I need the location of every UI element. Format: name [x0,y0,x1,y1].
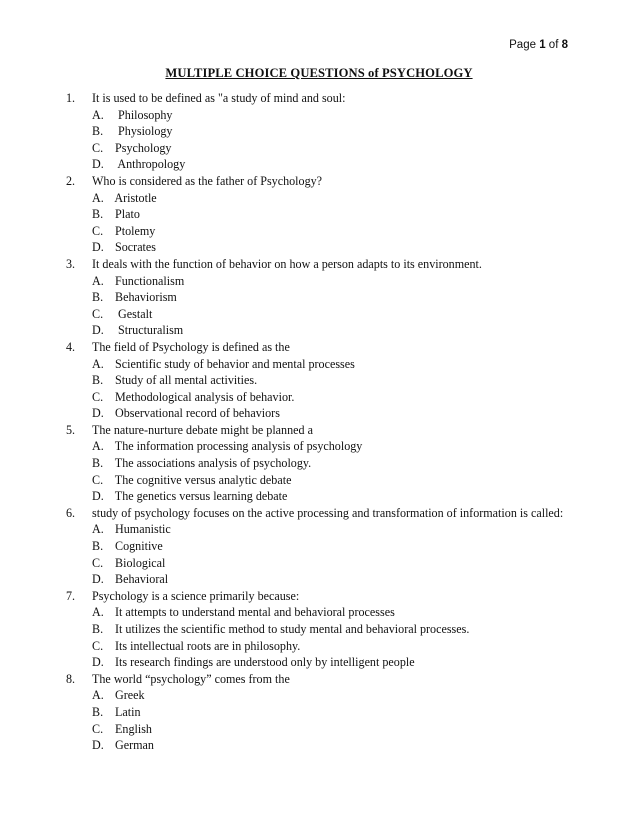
option-text: Behavioral [112,572,169,587]
question-text: It deals with the function of behavior on how a person adapts to its environment. [92,256,482,271]
answer-option [92,140,566,157]
option-letter: C. [92,223,104,238]
question-line [66,505,566,522]
answer-option [92,289,566,306]
answer-option [92,538,566,555]
question-item [66,339,566,422]
question-item [66,90,566,173]
answer-option [92,737,566,754]
question-item [66,256,566,339]
option-letter: D. [92,240,104,255]
question-line [66,671,566,688]
answer-option [92,156,566,173]
question-number: 5. [66,422,76,437]
option-text: Structuralism [112,323,184,338]
option-text: Humanistic [112,522,171,537]
option-letter: B. [92,622,104,636]
answer-option [92,721,566,738]
question-number: 6. [66,505,76,520]
question-item [66,671,566,754]
page-number-total: 8 [561,39,568,51]
answer-option [92,687,566,704]
answer-option [92,521,566,538]
page-number-prefix: Page [509,39,540,51]
question-line [66,339,566,356]
option-letter: A. [92,688,104,703]
option-text: Gestalt [112,306,153,321]
option-letter: C. [92,472,104,487]
answer-option [92,438,566,455]
option-text: Its research findings are understood only by intelligent people [112,655,415,670]
option-text: Physiology [112,124,173,139]
question-text: Who is considered as the father of Psychology? [92,173,323,188]
option-text: Greek [112,688,145,703]
option-text: Latin [112,704,141,719]
option-letter: D. [92,406,104,421]
page-number [509,38,568,52]
option-list [66,356,566,422]
answer-option [92,604,566,621]
answer-option [92,638,566,655]
option-list [66,604,566,670]
question-number: 7. [66,588,76,603]
question-text: study of psychology focuses on the active processing and transformation of information is called: [92,505,564,520]
option-letter: D. [92,655,104,670]
option-text: Philosophy [112,107,173,122]
answer-option [92,190,566,207]
answer-option [92,488,566,505]
answer-option [92,123,566,140]
option-text: Socrates [112,240,156,255]
option-letter: B. [92,207,104,222]
option-text: English [112,721,152,736]
option-text: It utilizes the scientific method to study mental and behavioral processes. [112,622,470,636]
answer-option [92,654,566,671]
question-line [66,173,566,190]
answer-option [92,455,566,472]
option-letter: B. [92,124,104,139]
option-letter: B. [92,704,104,719]
option-list [66,107,566,173]
option-text: The cognitive versus analytic debate [112,472,292,487]
answer-option [92,107,566,124]
answer-option [92,555,566,572]
answer-option [92,389,566,406]
option-list [66,521,566,587]
answer-option [92,621,566,638]
option-letter: A. [92,605,104,620]
option-letter: C. [92,389,104,404]
question-item [66,588,566,671]
option-list [66,687,566,753]
option-letter: B. [92,539,104,554]
answer-option [92,405,566,422]
answer-option [92,704,566,721]
question-item [66,173,566,256]
question-number: 3. [66,256,76,271]
option-text: It attempts to understand mental and behavioral processes [112,605,395,620]
question-list [66,90,566,754]
option-text: Scientific study of behavior and mental processes [112,356,355,371]
option-text: Cognitive [112,539,163,554]
question-line [66,256,566,273]
option-text: Behaviorism [112,290,177,305]
option-text: Aristotle [112,190,157,205]
answer-option [92,356,566,373]
option-letter: D. [92,323,104,338]
question-item [66,505,566,588]
option-text: The genetics versus learning debate [112,489,288,504]
option-letter: C. [92,638,104,653]
page-number-middle: of [545,39,562,51]
answer-option [92,372,566,389]
option-letter: D. [92,489,104,504]
option-letter: B. [92,290,104,305]
question-text: The field of Psychology is defined as the [92,339,290,354]
answer-option [92,472,566,489]
question-line [66,422,566,439]
option-text: Study of all mental activities. [112,373,258,388]
option-letter: A. [92,273,104,288]
question-text: The world “psychology” comes from the [92,671,290,686]
option-letter: C. [92,140,104,155]
option-text: The information processing analysis of psychology [112,439,363,454]
question-number: 2. [66,173,76,188]
answer-option [92,273,566,290]
question-item [66,422,566,505]
option-text: Observational record of behaviors [112,406,280,421]
document-title: MULTIPLE CHOICE QUESTIONS of PSYCHOLOGY [165,66,473,80]
answer-option [92,322,566,339]
answer-option [92,223,566,240]
question-text: The nature-nurture debate might be planned a [92,422,313,437]
option-letter: D. [92,572,104,587]
question-text: It is used to be defined as "a study of mind and soul: [92,91,346,105]
option-letter: C. [92,555,104,570]
option-text: Its intellectual roots are in philosophy. [112,638,301,653]
option-letter: A. [92,522,104,537]
answer-option [92,306,566,323]
option-list [66,438,566,504]
page-number-current: 1 [539,39,546,51]
option-letter: B. [92,373,104,388]
option-letter: A. [92,356,104,371]
answer-option [92,239,566,256]
option-text: Ptolemy [112,223,156,238]
option-text: The associations analysis of psychology. [112,456,312,471]
option-letter: C. [92,306,104,321]
option-text: Psychology [112,140,172,155]
option-letter: B. [92,456,104,471]
option-letter: D. [92,738,104,753]
question-number: 4. [66,339,76,354]
question-number: 1. [66,91,76,105]
option-letter: A. [92,190,104,205]
option-text: Methodological analysis of behavior. [112,389,295,404]
option-letter: C. [92,721,104,736]
option-list [66,190,566,256]
answer-option [92,206,566,223]
option-text: German [112,738,154,753]
question-text: Psychology is a science primarily because: [92,588,300,603]
option-text: Functionalism [112,273,185,288]
option-text: Biological [112,555,166,570]
answer-option [92,571,566,588]
question-line [66,90,566,107]
option-text: Anthropology [112,157,186,172]
option-letter: A. [92,107,104,122]
option-letter: A. [92,439,104,454]
question-number: 8. [66,671,76,686]
question-line [66,588,566,605]
option-list [66,273,566,339]
option-text: Plato [112,207,140,222]
option-letter: D. [92,157,104,172]
